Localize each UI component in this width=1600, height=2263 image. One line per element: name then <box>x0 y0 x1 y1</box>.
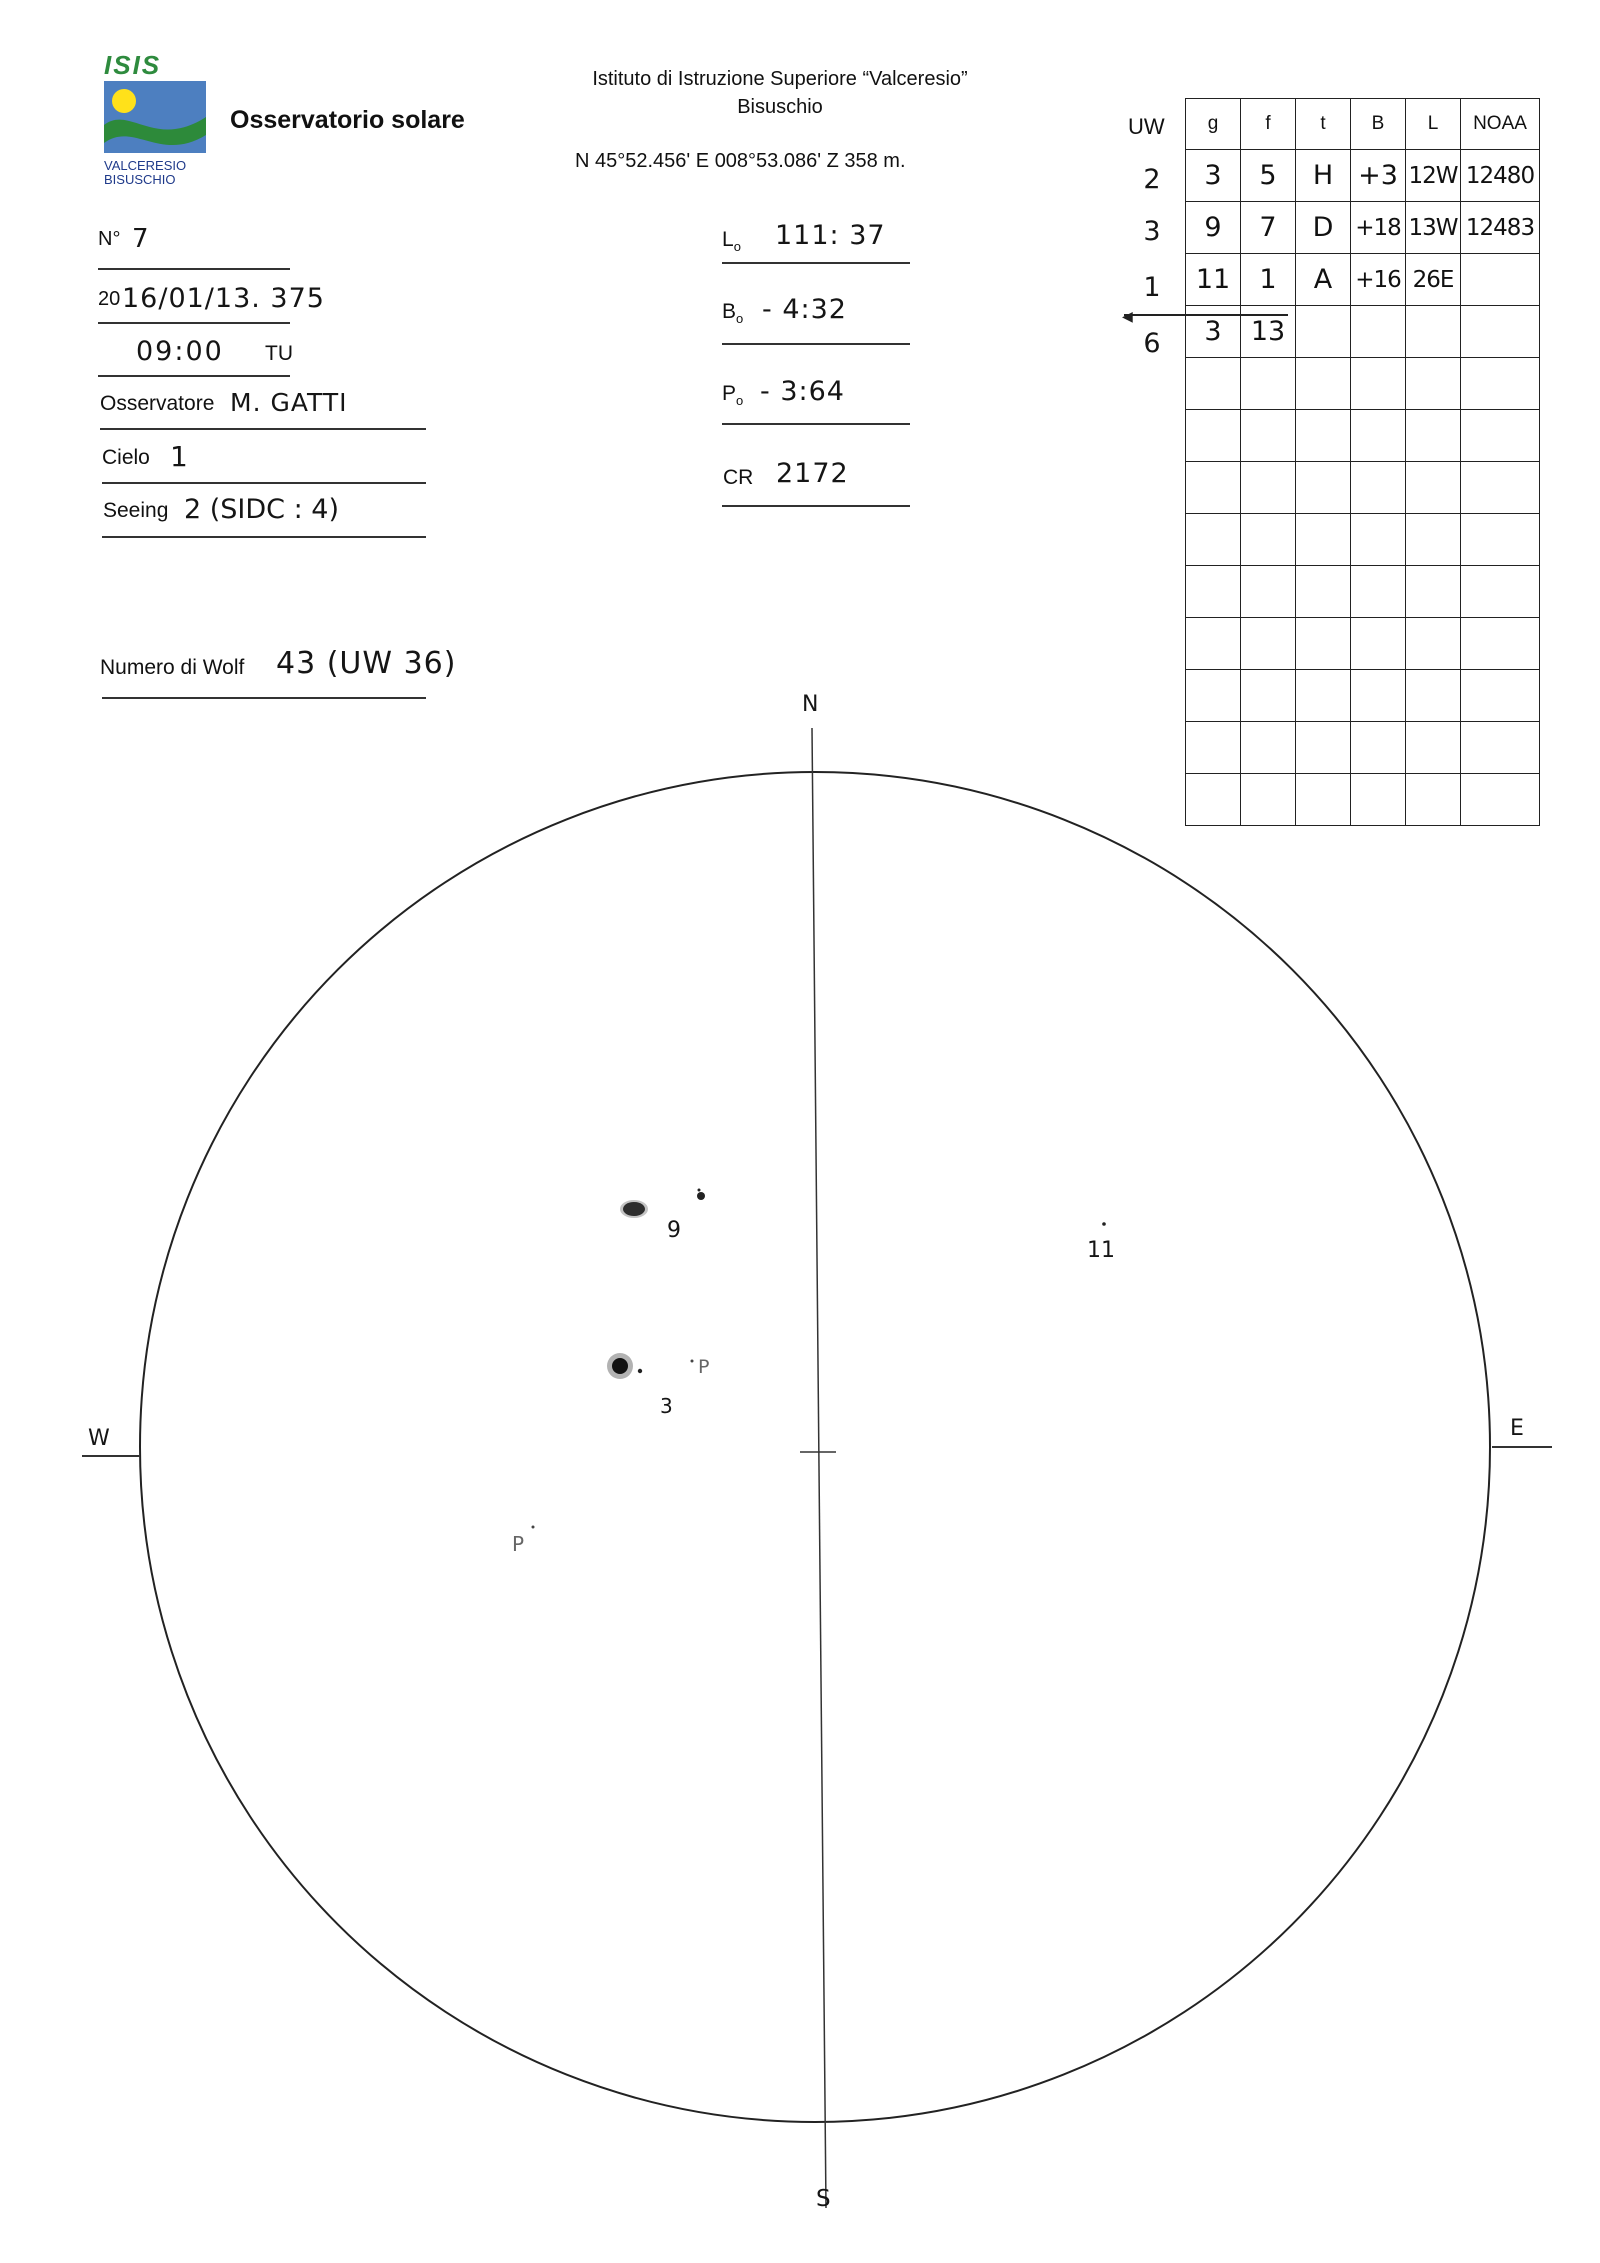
cell <box>1241 618 1296 670</box>
time-unit: TU <box>265 342 293 365</box>
cell <box>1351 566 1406 618</box>
cell <box>1406 462 1461 514</box>
cell-t: H <box>1296 150 1351 202</box>
solar-disk-drawing <box>0 680 1600 2220</box>
east-label: E <box>1510 1416 1524 1441</box>
uw-value: 1 <box>1143 272 1161 303</box>
north-label: N <box>802 692 819 717</box>
cell <box>1351 618 1406 670</box>
header-b: B <box>1351 99 1406 150</box>
observer-label: Osservatore <box>100 392 215 415</box>
cell-t: A <box>1296 254 1351 306</box>
cell-t <box>1296 306 1351 358</box>
sunspot-group-9-pore <box>698 1189 701 1192</box>
cell <box>1351 514 1406 566</box>
cell <box>1461 410 1540 462</box>
cell <box>1186 358 1241 410</box>
logo-wordmark: ISIS <box>104 50 162 80</box>
cell-f: 13 <box>1241 306 1296 358</box>
table-row <box>1186 566 1540 618</box>
date-value: 16/01/13. 375 <box>122 283 325 314</box>
table-row <box>1186 410 1540 462</box>
sunspot-group-9-penumbra <box>620 1200 648 1218</box>
school-name: Istituto di Istruzione Superiore “Valceresio” <box>592 68 968 90</box>
cell <box>1296 618 1351 670</box>
observatory-title: Osservatorio solare <box>230 106 465 134</box>
cell <box>1461 514 1540 566</box>
table-row <box>1186 462 1540 514</box>
logo-caption-line1: VALCERESIO <box>104 158 187 173</box>
cell-noaa: 12483 <box>1461 202 1540 254</box>
cr-rule <box>722 505 910 507</box>
cell-g: 9 <box>1186 202 1241 254</box>
sky-label: Cielo <box>102 446 150 469</box>
cell <box>1351 410 1406 462</box>
header-noaa: NOAA <box>1461 99 1540 150</box>
cr-label: CR <box>723 466 754 489</box>
cell <box>1351 358 1406 410</box>
wolf-value: 43 (UW 36) <box>276 646 457 681</box>
uw-total: 6 <box>1143 328 1161 359</box>
cell-b: +3 <box>1351 150 1406 202</box>
number-label: N° <box>98 228 121 250</box>
wolf-label: Numero di Wolf <box>100 656 245 679</box>
uw-value: 3 <box>1143 216 1161 247</box>
cell <box>1351 462 1406 514</box>
cell <box>1241 566 1296 618</box>
table-row <box>1186 202 1540 254</box>
cell <box>1461 618 1540 670</box>
arrow-left-icon: ◀ <box>1122 308 1133 324</box>
cell <box>1406 566 1461 618</box>
cell <box>1461 358 1540 410</box>
cell-b: +16 <box>1351 254 1406 306</box>
header-l: L <box>1406 99 1461 150</box>
sunspot-group-3-follower <box>638 1369 642 1373</box>
cell <box>1461 462 1540 514</box>
cell-noaa: 12480 <box>1461 150 1540 202</box>
header-f: f <box>1241 99 1296 150</box>
cell <box>1296 462 1351 514</box>
cell <box>1186 566 1241 618</box>
sunspot-group-11 <box>1102 1222 1106 1226</box>
header-g: g <box>1186 99 1241 150</box>
cell-b: +18 <box>1351 202 1406 254</box>
south-label: S <box>816 2186 831 2212</box>
cell <box>1406 410 1461 462</box>
p0-rule <box>722 423 910 425</box>
cell <box>1296 410 1351 462</box>
cell <box>1186 618 1241 670</box>
b0-value: - 4:32 <box>762 294 847 325</box>
table-header-row <box>1186 99 1540 150</box>
uw-value: 2 <box>1143 164 1161 195</box>
l0-rule <box>722 262 910 264</box>
l0-value: 111: 37 <box>775 220 886 251</box>
cell <box>1241 358 1296 410</box>
cell <box>1406 618 1461 670</box>
cell <box>1186 462 1241 514</box>
cell <box>1461 566 1540 618</box>
west-label: W <box>88 1426 110 1451</box>
time-value: 09:00 <box>136 336 224 367</box>
cell-l: 12W <box>1406 150 1461 202</box>
number-value: 7 <box>132 224 149 254</box>
cell-f: 5 <box>1241 150 1296 202</box>
cell <box>1241 514 1296 566</box>
cell-l: 26E <box>1406 254 1461 306</box>
cell <box>1241 410 1296 462</box>
sunspot-group-3-leader <box>612 1358 628 1374</box>
group-label-11: 11 <box>1087 1238 1115 1263</box>
pore-1 <box>691 1360 694 1363</box>
cell <box>1296 566 1351 618</box>
cell-g: 11 <box>1186 254 1241 306</box>
pore-2 <box>532 1526 535 1529</box>
cell-f: 1 <box>1241 254 1296 306</box>
cell <box>1406 514 1461 566</box>
group-label-3: 3 <box>660 1394 673 1418</box>
cell-g: 3 <box>1186 150 1241 202</box>
sky-value: 1 <box>170 440 188 473</box>
cell-l: 13W <box>1406 202 1461 254</box>
time-rule <box>98 375 290 377</box>
cell <box>1186 410 1241 462</box>
site-coordinates: N 45°52.456' E 008°53.086' Z 358 m. <box>575 150 906 172</box>
cell <box>1186 514 1241 566</box>
seeing-label: Seeing <box>103 499 169 522</box>
uw-column-label: UW <box>1128 114 1165 139</box>
seeing-value: 2 (SIDC : 4) <box>184 494 340 525</box>
table-row <box>1186 254 1540 306</box>
pore-label-p: P <box>512 1532 525 1556</box>
p0-value: - 3:64 <box>760 376 845 407</box>
cell-l <box>1406 306 1461 358</box>
cell-g: 3 <box>1186 306 1241 358</box>
p0-label: $P_o$ <box>722 382 744 409</box>
sunspot-group-9-follower <box>697 1192 705 1200</box>
pore-label-p: P <box>698 1356 710 1378</box>
table-row <box>1186 150 1540 202</box>
cr-value: 2172 <box>776 458 849 489</box>
observer-value: M. GATTI <box>230 388 348 417</box>
cell-noaa <box>1461 306 1540 358</box>
cell-b <box>1351 306 1406 358</box>
date-rule <box>98 322 290 324</box>
cell <box>1296 514 1351 566</box>
cell-f: 7 <box>1241 202 1296 254</box>
table-row <box>1186 358 1540 410</box>
l0-label: $L_o$ <box>722 228 741 255</box>
logo-caption-line2: BISUSCHIO <box>104 172 176 187</box>
table-row <box>1186 618 1540 670</box>
b0-rule <box>722 343 910 345</box>
b0-label: $B_o$ <box>722 300 744 327</box>
polar-axis-line <box>812 728 826 2208</box>
date-prefix: 20 <box>98 288 121 310</box>
cell <box>1296 358 1351 410</box>
school-town: Bisuschio <box>737 96 823 118</box>
seeing-rule <box>102 536 426 538</box>
number-rule <box>98 268 290 270</box>
observer-rule <box>100 428 426 430</box>
cell-noaa <box>1461 254 1540 306</box>
table-row <box>1186 306 1540 358</box>
cell <box>1241 462 1296 514</box>
header-t: t <box>1296 99 1351 150</box>
cell-t: D <box>1296 202 1351 254</box>
table-row <box>1186 514 1540 566</box>
group-label-9: 9 <box>667 1218 681 1243</box>
cell <box>1406 358 1461 410</box>
sky-rule <box>102 482 426 484</box>
